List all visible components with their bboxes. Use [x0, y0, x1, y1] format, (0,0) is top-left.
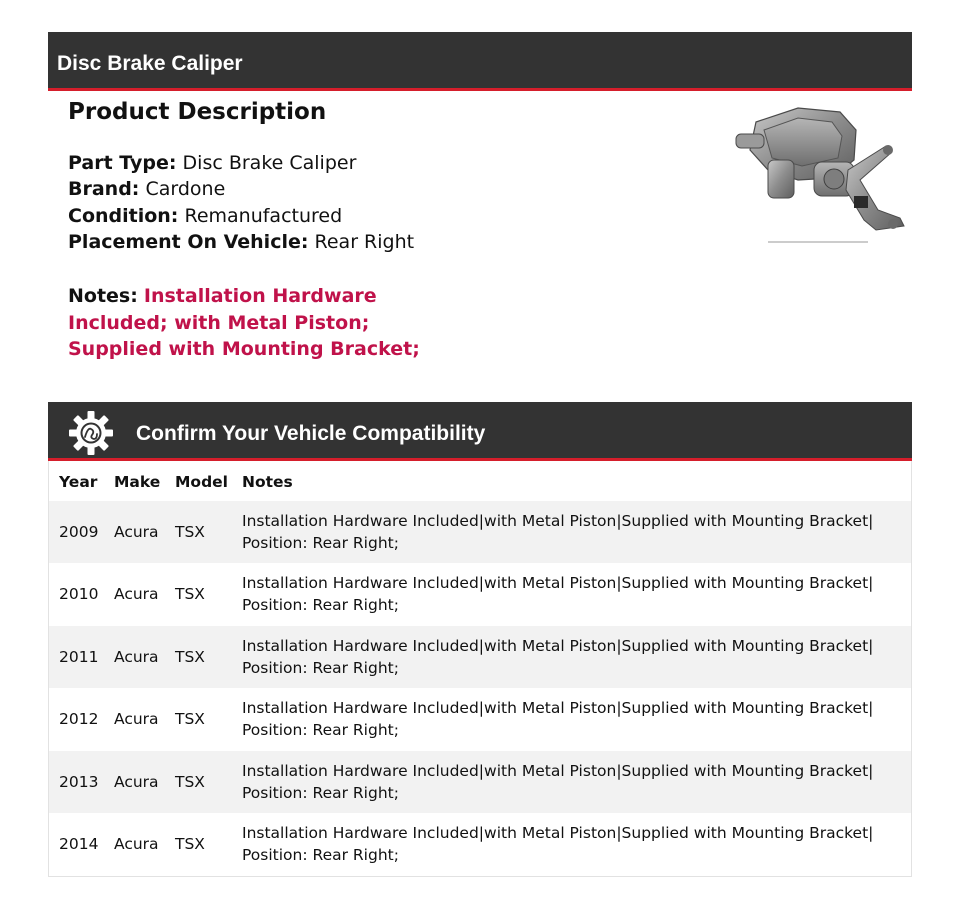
- column-header-year: Year: [59, 473, 98, 491]
- cell-make: Acura: [114, 523, 159, 541]
- cell-model: TSX: [175, 523, 205, 541]
- product-notes: [68, 283, 468, 363]
- compatibility-title: Confirm Your Vehicle Compatibility: [136, 422, 486, 445]
- table-row: [49, 501, 911, 563]
- column-header-make: Make: [114, 473, 161, 491]
- spec-condition: [68, 203, 342, 229]
- cell-make: Acura: [114, 585, 159, 603]
- spec-label: Condition:: [68, 205, 179, 227]
- spec-value: Remanufactured: [184, 205, 343, 227]
- cell-make: Acura: [114, 835, 159, 853]
- product-description-heading: Product Description: [68, 99, 327, 125]
- table-row: [49, 751, 911, 813]
- cell-notes: Installation Hardware Included|with Metal Piston|Supplied with Mounting Bracket| Position: Rear Right;: [242, 762, 874, 802]
- cell-make: Acura: [114, 773, 159, 791]
- cell-model: TSX: [175, 648, 205, 666]
- compatibility-header-bar: [48, 402, 912, 461]
- column-header-model: Model: [175, 473, 228, 491]
- product-title: Disc Brake Caliper: [57, 52, 243, 75]
- cell-year: 2010: [59, 585, 99, 603]
- cell-year: 2011: [59, 648, 99, 666]
- cell-notes: Installation Hardware Included|with Metal Piston|Supplied with Mounting Bracket| Position: Rear Right;: [242, 512, 874, 552]
- spec-label: Placement On Vehicle:: [68, 231, 309, 253]
- spec-label: Brand:: [68, 178, 140, 200]
- table-row: [49, 813, 911, 875]
- cell-make: Acura: [114, 648, 159, 666]
- cell-year: 2013: [59, 773, 99, 791]
- cell-notes: Installation Hardware Included|with Metal Piston|Supplied with Mounting Bracket| Position: Rear Right;: [242, 699, 874, 739]
- cell-model: TSX: [175, 585, 205, 603]
- notes-label: Notes:: [68, 285, 138, 307]
- cell-make: Acura: [114, 710, 159, 728]
- compatibility-table: [48, 461, 912, 877]
- table-row: [49, 626, 911, 688]
- spec-value: Disc Brake Caliper: [182, 152, 357, 174]
- cell-model: TSX: [175, 710, 205, 728]
- spec-value: Cardone: [145, 178, 226, 200]
- notes-value: Installation Hardware Included; with Metal Piston; Supplied with Mounting Bracket;: [68, 285, 420, 360]
- cell-year: 2014: [59, 835, 99, 853]
- cell-model: TSX: [175, 835, 205, 853]
- table-row: [49, 688, 911, 750]
- cell-year: 2012: [59, 710, 99, 728]
- cell-model: TSX: [175, 773, 205, 791]
- cell-year: 2009: [59, 523, 99, 541]
- cell-notes: Installation Hardware Included|with Metal Piston|Supplied with Mounting Bracket| Position: Rear Right;: [242, 637, 874, 677]
- spec-label: Part Type:: [68, 152, 177, 174]
- spec-part-type: [68, 150, 356, 176]
- gear-icon: [68, 410, 114, 456]
- table-row: [49, 563, 911, 625]
- spec-brand: [68, 176, 225, 202]
- brake-caliper-image: [728, 100, 908, 250]
- spec-value: Rear Right: [314, 231, 415, 253]
- column-header-notes: Notes: [242, 473, 293, 491]
- cell-notes: Installation Hardware Included|with Metal Piston|Supplied with Mounting Bracket| Position: Rear Right;: [242, 574, 874, 614]
- product-header-bar: [48, 32, 912, 91]
- spec-placement: [68, 229, 414, 255]
- cell-notes: Installation Hardware Included|with Metal Piston|Supplied with Mounting Bracket| Position: Rear Right;: [242, 824, 874, 864]
- table-header-row: [49, 461, 911, 501]
